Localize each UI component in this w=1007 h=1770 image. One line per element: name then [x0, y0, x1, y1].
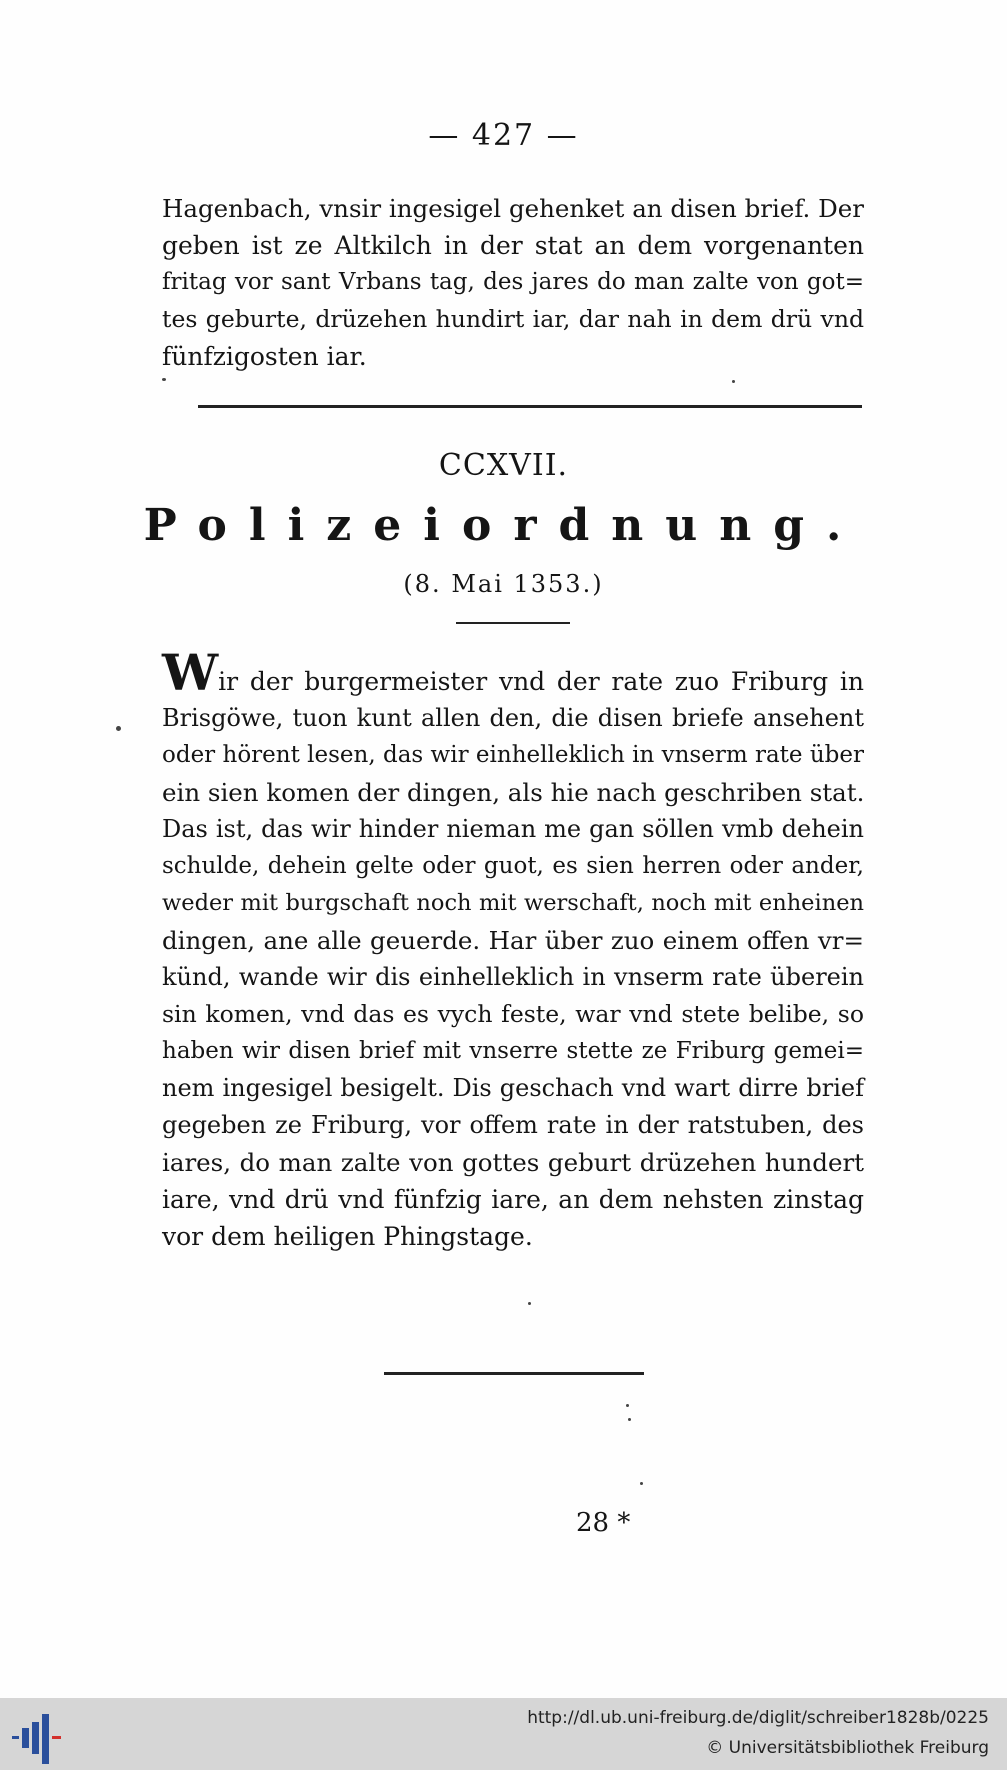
drop-cap: W — [162, 643, 219, 702]
title-divider — [456, 622, 570, 624]
ink-speck — [162, 378, 166, 381]
ink-speck — [732, 380, 735, 383]
text-line: nem ingesigel besigelt. Dis geschach vnd wart dirre brief — [162, 1074, 864, 1102]
text-line: weder mit burgschaft noch mit werschaft, noch mit enheinen — [162, 890, 864, 916]
text-line: sin komen, vnd das es vych feste, war vnd stete belibe, so — [162, 1000, 864, 1028]
copyright-text: © Universitätsbibliothek Freiburg — [706, 1738, 989, 1758]
ink-speck — [528, 1302, 531, 1305]
text-line: fritag vor sant Vrbans tag, des jares do man zalte von got= — [162, 269, 864, 295]
text-line: haben wir disen brief mit vnserre stette ze Friburg gemei= — [162, 1038, 864, 1064]
text-line: ein sien komen der dingen, als hie nach geschriben stat. — [162, 778, 865, 807]
text-line: fünfzigosten iar. — [162, 342, 367, 371]
text-line: Hagenbach, vnsir ingesigel gehenket an disen brief. Der — [162, 194, 864, 223]
ink-speck — [640, 1482, 643, 1485]
paragraph-document-body — [162, 643, 865, 1255]
text-line: schulde, dehein gelte oder guot, es sien herren oder ander, — [162, 853, 864, 879]
text-line-first — [162, 643, 864, 702]
text-line: Das ist, das wir hinder nieman me gan söllen vmb dehein — [162, 815, 864, 843]
footer-bar — [0, 1698, 1007, 1770]
section-divider — [198, 405, 862, 408]
ink-speck — [116, 726, 121, 731]
text-line: iare, vnd drü vnd fünfzig iare, an dem nehsten zinstag — [162, 1185, 864, 1214]
text-line: Brisgöwe, tuon kunt allen den, die disen briefe ansehent — [162, 704, 864, 732]
document-date: (8. Mai 1353.) — [403, 570, 604, 598]
page-header: — 427 — — [428, 118, 579, 153]
document-title: Polizeiordnung. — [143, 500, 864, 551]
text-line: dingen, ane alle geuerde. Har über zuo einem offen vr= — [162, 926, 864, 955]
document-number: CCXVII. — [438, 448, 569, 483]
text-line: iares, do man zalte von gottes geburt drüzehen hundert — [162, 1148, 864, 1177]
source-url-link[interactable]: http://dl.ub.uni-freiburg.de/diglit/schreiber1828b/0225 — [527, 1708, 989, 1728]
text-line: oder hörent lesen, das wir einhelleklich in vnserm rate über — [162, 742, 864, 768]
text-line: vor dem heiligen Phingstage. — [162, 1222, 533, 1251]
library-logo-icon — [12, 1706, 62, 1764]
signature-mark: 28 * — [576, 1508, 631, 1538]
paragraph-previous-document — [162, 190, 864, 375]
text-line: künd, wande wir dis einhelleklich in vnserm rate überein — [162, 963, 864, 991]
end-divider — [384, 1372, 644, 1375]
text-line: gegeben ze Friburg, vor offem rate in der ratstuben, des — [162, 1111, 864, 1139]
ink-speck — [628, 1418, 631, 1421]
text-line-first-rest: ir der burgermeister vnd der rate zuo Friburg in — [218, 667, 864, 696]
ink-speck — [626, 1404, 629, 1407]
text-line: tes geburte, drüzehen hundirt iar, dar nah in dem drü vnd — [162, 305, 864, 333]
text-line: geben ist ze Altkilch in der stat an dem vorgenanten — [162, 231, 864, 260]
